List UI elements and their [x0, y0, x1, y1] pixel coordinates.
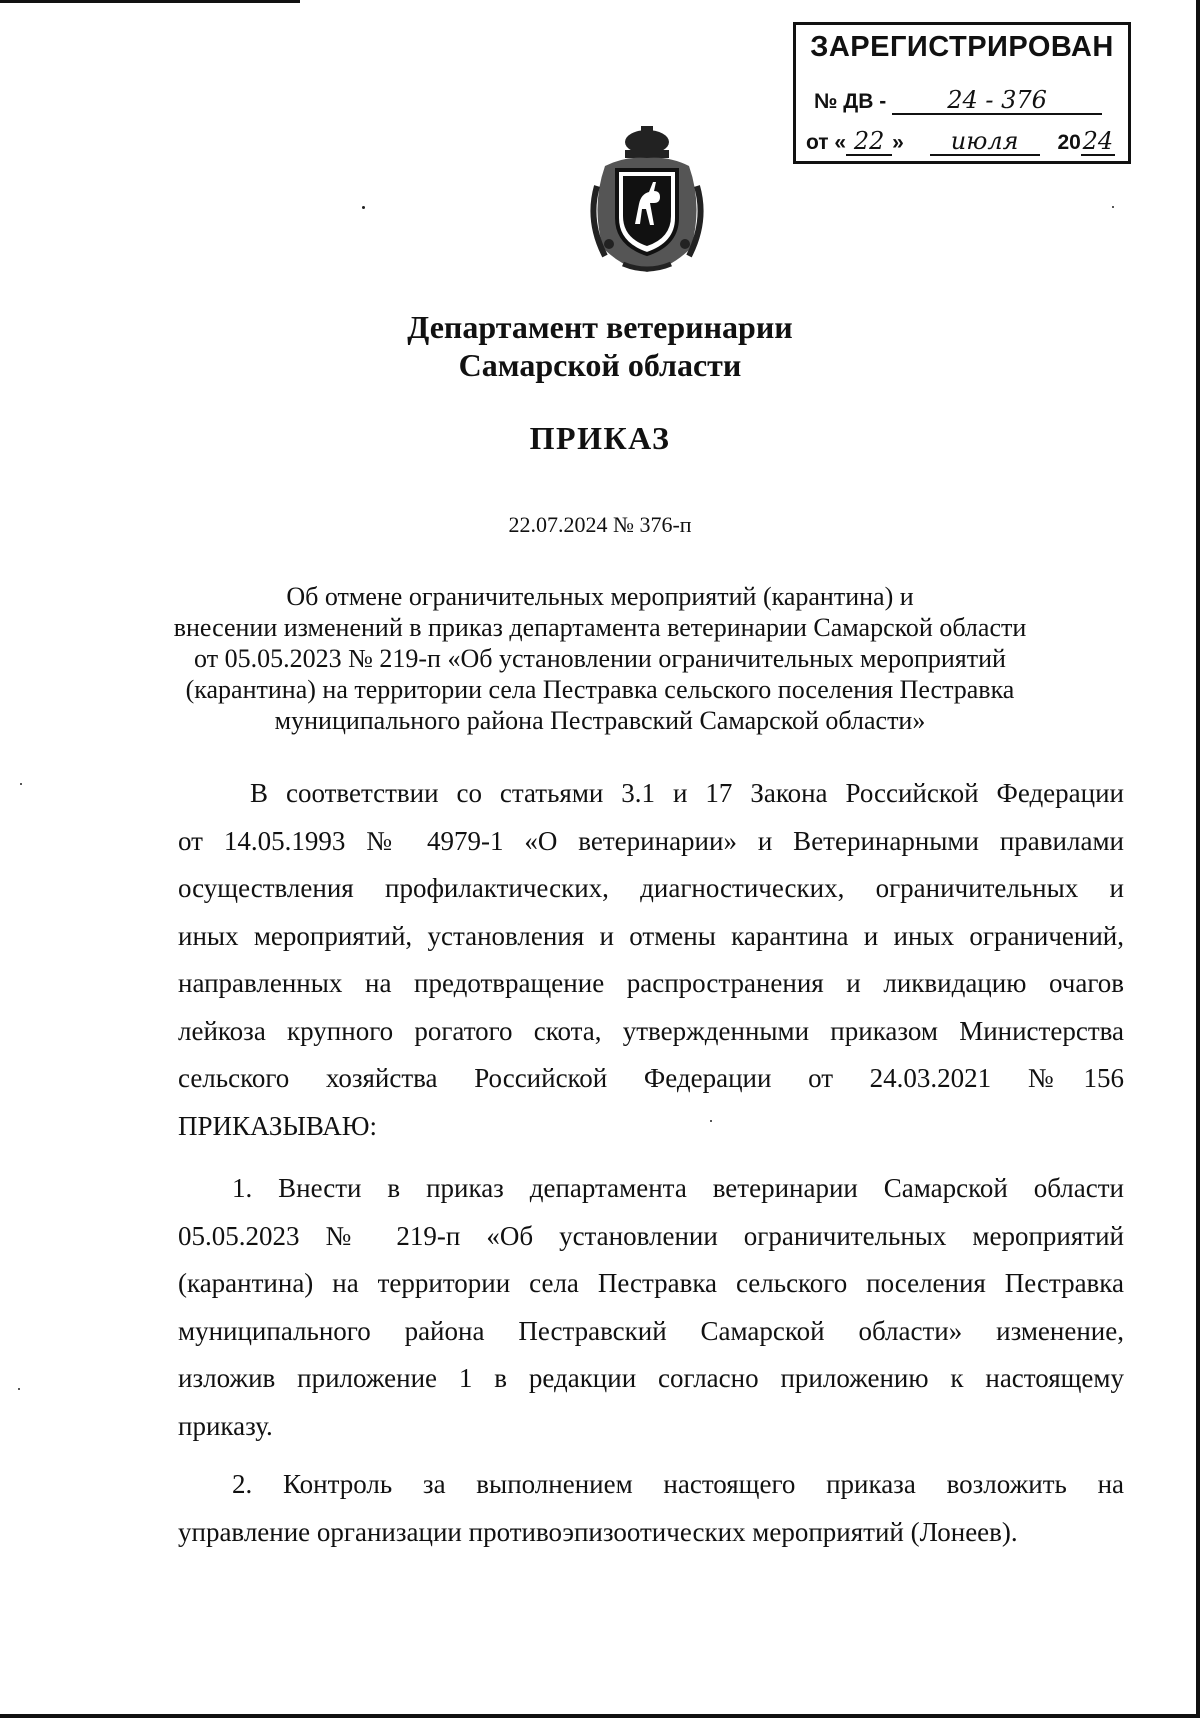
preamble-paragraph: [178, 770, 1124, 1150]
paragraph-line: 1. Внести в приказ департамента ветеринарии Самарской области: [232, 1173, 1124, 1203]
stamp-date-mid: »: [892, 131, 904, 154]
stamp-date-prefix: от «: [806, 131, 847, 154]
paragraph-line: осуществления профилактических, диагностических, ограничительных и: [178, 873, 1124, 903]
subject-line: муниципального района Пестравский Самарской области»: [274, 706, 926, 735]
coat-of-arms-emblem: [583, 126, 711, 276]
paragraph-line: иных мероприятий, установления и отмены карантина и иных ограничений,: [178, 920, 1124, 951]
paragraph-line: приказу.: [178, 1410, 273, 1441]
paragraph-line: управление организации противоэпизоотических мероприятий (Лонеев).: [178, 1516, 1018, 1547]
paragraph-line: (карантина) на территории села Пестравка сельского поселения Пестравка: [178, 1268, 1124, 1298]
scan-speck: [20, 783, 22, 785]
stamp-date-row: [806, 128, 1115, 156]
item-1-paragraph: [178, 1165, 1124, 1450]
registration-stamp: [793, 22, 1131, 164]
paragraph-line: направленных на предотвращение распространения и ликвидацию очагов: [178, 968, 1124, 998]
subject-line: от 05.05.2023 № 219-п «Об установлении ограничительных мероприятий: [194, 644, 1006, 673]
stamp-date-year-handwritten: 24: [1082, 127, 1114, 155]
scan-speck: [1112, 206, 1114, 208]
paragraph-line: от 14.05.1993 № 4979-1 «О ветеринарии» и Ветеринарными правилами: [178, 825, 1124, 856]
order-subject: [0, 581, 1200, 736]
document-date-number: 22.07.2024 № 376-п: [508, 512, 692, 537]
coat-of-arms-icon: [583, 126, 711, 276]
scan-speck: [18, 1388, 20, 1390]
department-name-line1: Департамент ветеринарии: [407, 309, 793, 345]
stamp-date-month-handwritten: июля: [930, 128, 1040, 156]
paragraph-line: В соответствии со статьями 3.1 и 17 Закона Российской Федерации: [250, 778, 1124, 808]
department-name: [0, 308, 1200, 384]
stamp-number-handwritten: 24 - 376: [892, 87, 1102, 115]
stamp-date-year-prefix: 20: [1057, 131, 1081, 154]
scan-edge-right: [1196, 0, 1200, 1718]
paragraph-line: муниципального района Пестравский Самарской области» изменение,: [178, 1315, 1124, 1346]
scan-edge-bottom: [0, 1714, 1200, 1718]
item-2-paragraph: [178, 1461, 1124, 1556]
scan-edge-top: [0, 0, 300, 3]
paragraph-line: 05.05.2023 № 219-п «Об установлении ограничительных мероприятий: [178, 1220, 1124, 1251]
scan-speck: [362, 206, 365, 209]
department-name-line2: Самарской области: [458, 347, 742, 383]
stamp-number-row: [814, 87, 1102, 115]
paragraph-line: изложив приложение 1 в редакции согласно приложению к настоящему: [178, 1363, 1124, 1393]
paragraph-line: лейкоза крупного рогатого скота, утвержденными приказом Министерства: [178, 1015, 1124, 1046]
subject-line: Об отмене ограничительных мероприятий (карантина) и: [286, 582, 914, 611]
stamp-title: ЗАРЕГИСТРИРОВАН: [810, 31, 1114, 63]
stamp-date-day-handwritten: 22: [846, 128, 892, 156]
subject-line: (карантина) на территории села Пестравка сельского поселения Пестравка: [185, 675, 1015, 704]
subject-line: внесении изменений в приказ департамента ветеринарии Самарской области: [173, 613, 1027, 642]
paragraph-line: сельского хозяйства Российской Федерации от 24.03.2021 №156: [178, 1063, 1124, 1093]
order-directive: ПРИКАЗЫВАЮ:: [178, 1110, 377, 1141]
stamp-number-label: № ДВ -: [814, 90, 887, 113]
paragraph-line: 2. Контроль за выполнением настоящего приказа возложить на: [232, 1469, 1124, 1499]
document-type-title: ПРИКАЗ: [529, 420, 671, 456]
